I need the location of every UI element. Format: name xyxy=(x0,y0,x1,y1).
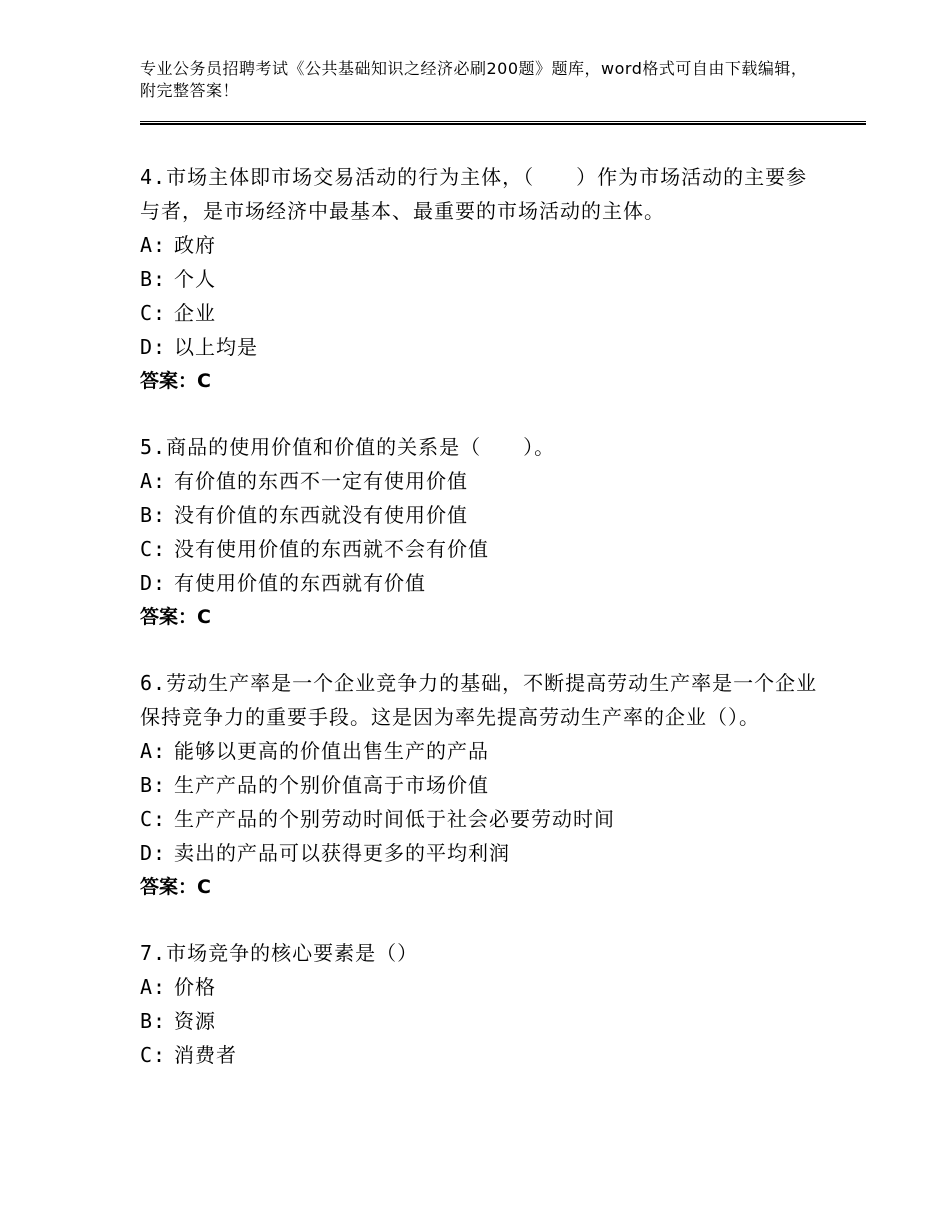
option-text: 卖出的产品可以获得更多的平均利润 xyxy=(174,841,510,865)
option-text: 生产产品的个别价值高于市场价值 xyxy=(174,773,489,797)
option-d xyxy=(140,330,820,364)
option-c xyxy=(140,1038,820,1072)
option-text: 没有价值的东西就没有使用价值 xyxy=(174,503,468,527)
option-a xyxy=(140,970,820,1004)
header-rule-bottom xyxy=(140,123,866,125)
option-text: 能够以更高的价值出售生产的产品 xyxy=(174,739,489,763)
option-text: 政府 xyxy=(174,233,216,257)
option-text: 价格 xyxy=(174,975,216,999)
option-key: D: xyxy=(140,335,167,359)
option-key: A: xyxy=(140,739,167,763)
option-text: 企业 xyxy=(174,301,216,325)
option-b xyxy=(140,768,820,802)
answer-line: 答案：C xyxy=(140,876,211,898)
answer-line: 答案：C xyxy=(140,370,211,392)
option-key: A: xyxy=(140,233,167,257)
question-text: 7.市场竞争的核心要素是（） xyxy=(140,941,419,965)
option-key: A: xyxy=(140,975,167,999)
question-text: 6.劳动生产率是一个企业竞争力的基础，不断提高劳动生产率是一个企业保持竞争力的重要手段。这是因为率先提高劳动生产率的企业（）。 xyxy=(140,671,818,729)
answer-line: 答案：C xyxy=(140,606,211,628)
question-7 xyxy=(140,936,820,1072)
question-4 xyxy=(140,160,820,398)
option-key: A: xyxy=(140,469,167,493)
option-c xyxy=(140,532,820,566)
option-text: 生产产品的个别劳动时间低于社会必要劳动时间 xyxy=(174,807,615,831)
question-5 xyxy=(140,430,820,634)
option-key: C: xyxy=(140,537,167,561)
option-text: 以上均是 xyxy=(174,335,258,359)
question-text: 4.市场主体即市场交易活动的行为主体，（ ）作为市场活动的主要参与者，是市场经济中最基本、最重要的市场活动的主体。 xyxy=(140,165,808,223)
option-text: 有使用价值的东西就有价值 xyxy=(174,571,426,595)
option-text: 个人 xyxy=(174,267,216,291)
option-key: D: xyxy=(140,571,167,595)
option-a xyxy=(140,228,820,262)
option-key: D: xyxy=(140,841,167,865)
option-a xyxy=(140,734,820,768)
question-list xyxy=(140,160,820,1104)
option-b xyxy=(140,262,820,296)
option-key: C: xyxy=(140,1043,167,1067)
question-text: 5.商品的使用价值和价值的关系是（ ）。 xyxy=(140,435,556,459)
option-text: 有价值的东西不一定有使用价值 xyxy=(174,469,468,493)
option-text: 没有使用价值的东西就不会有价值 xyxy=(174,537,489,561)
option-c xyxy=(140,802,820,836)
option-c xyxy=(140,296,820,330)
option-d xyxy=(140,836,820,870)
option-d xyxy=(140,566,820,600)
option-a xyxy=(140,464,820,498)
option-b xyxy=(140,1004,820,1038)
option-b xyxy=(140,498,820,532)
option-text: 消费者 xyxy=(174,1043,237,1067)
question-6 xyxy=(140,666,820,904)
option-key: C: xyxy=(140,301,167,325)
option-text: 资源 xyxy=(174,1009,216,1033)
option-key: B: xyxy=(140,267,167,291)
option-key: C: xyxy=(140,807,167,831)
document-header: 专业公务员招聘考试《公共基础知识之经济必刷200题》题库，word格式可自由下载编辑，附完整答案！ xyxy=(140,59,808,100)
option-key: B: xyxy=(140,503,167,527)
header-rule-top xyxy=(140,121,866,122)
option-key: B: xyxy=(140,773,167,797)
option-key: B: xyxy=(140,1009,167,1033)
